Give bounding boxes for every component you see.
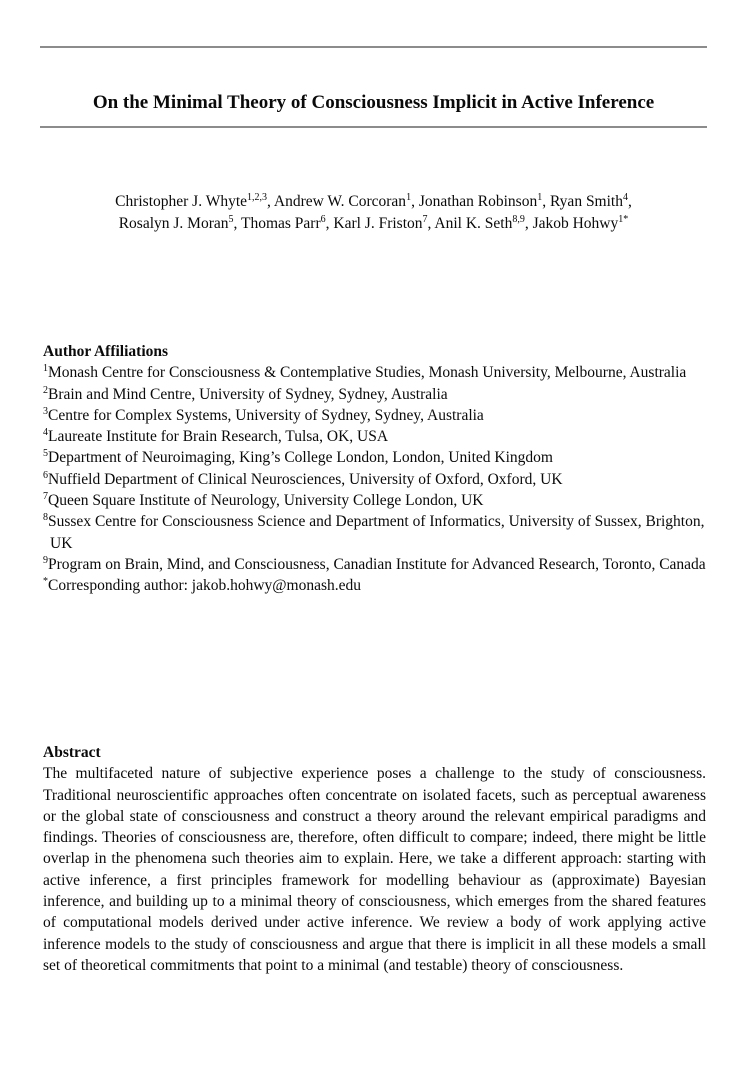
author: , Jonathan Robinson$^1$ <box>411 191 543 210</box>
affiliation-number: 3 <box>43 405 48 417</box>
abstract-section <box>43 742 706 976</box>
author-affiliation-superscript: 8,9 <box>512 213 525 225</box>
affiliation-number: 2 <box>43 384 48 396</box>
title-rule-top <box>40 46 707 48</box>
author-list <box>20 191 727 235</box>
affiliation-item-5: $^5$Department of Neuroimaging, King’s College London, London, United Kingdom <box>43 448 553 467</box>
corresponding-author-asterisk: * <box>43 576 48 588</box>
author: , Jakob Hohwy$^{1*}$ <box>524 213 629 232</box>
author: , Thomas Parr$^6$ <box>233 213 326 232</box>
author: , Andrew W. Corcoran$^1$ <box>267 191 412 210</box>
affiliation-number: 8 <box>43 512 48 524</box>
author: , Ryan Smith$^4$ <box>542 191 628 210</box>
corresponding-author-line <box>43 575 708 596</box>
affiliation-number: 7 <box>43 490 48 502</box>
affiliation-item-6: $^6$Nuffield Department of Clinical Neurosciences, University of Oxford, Oxford, UK <box>43 469 563 488</box>
affiliation-item-3: $^3$Centre for Complex Systems, University of Sydney, Sydney, Australia <box>43 405 484 424</box>
affiliation-item-1: $^1$Monash Centre for Consciousness & Contemplative Studies, Monash University, Melbourne, Australia <box>43 363 687 382</box>
abstract-heading: Abstract <box>43 744 101 761</box>
affiliations-section <box>43 341 708 597</box>
author: Christopher J. Whyte$^{1,2,3}$ <box>115 191 268 210</box>
author-affiliation-superscript: 6 <box>320 213 326 225</box>
affiliation-number: 4 <box>43 427 48 439</box>
affiliation-item-9: $^9$Program on Brain, Mind, and Consciousness, Canadian Institute for Advanced Research, Toronto, Canada <box>43 554 706 573</box>
affiliations-heading: Author Affiliations <box>43 343 169 360</box>
author: , Karl J. Friston$^7$ <box>325 213 428 232</box>
affiliation-item-2: $^2$Brain and Mind Centre, University of Sydney, Sydney, Australia <box>43 384 448 403</box>
affiliation-number: 6 <box>43 469 48 481</box>
author-affiliation-superscript: 5 <box>228 213 234 225</box>
affiliation-number: 9 <box>43 554 48 566</box>
affiliation-item-4: $^4$Laureate Institute for Brain Research, Tulsa, OK, USA <box>43 427 389 446</box>
author-affiliation-superscript: 7 <box>422 213 428 225</box>
author-affiliation-superscript: 1 <box>537 191 543 203</box>
affiliation-item-8: $^8$Sussex Centre for Consciousness Science and Department of Informatics, University of Sussex, Brighton, UK <box>43 512 705 552</box>
title-rule-bottom <box>40 126 707 128</box>
author-line-1 <box>20 191 727 213</box>
author-affiliation-superscript: 1 <box>406 191 412 203</box>
affiliation-number: 5 <box>43 448 48 460</box>
abstract-body: The multifaceted nature of subjective experience poses a challenge to the study of consciousness. Traditional neuroscientific approaches often concentrate on isolated facets, such as perceptual awareness or the global state of consciousness and construct a theory around the relevant empirical paradigms and findings. Theories of consciousness are, therefore, often difficult to compare; indeed, there might be little overlap in the phenomena such theories aim to explain. Here, we take a different approach: starting with active inference, a first principles framework for modelling behaviour as (approximate) Bayesian inference, and building up to a minimal theory of consciousness, which emerges from the shared features of computational models derived under active inference. We review a body of work applying active inference models to the study of consciousness and argue that there is implicit in all these models a small set of theoretical commitments that point to a minimal (and testable) theory of consciousness. <box>43 765 706 974</box>
author-line-2 <box>20 213 727 235</box>
author: Rosalyn J. Moran$^5$ <box>118 213 234 232</box>
author-affiliation-superscript: 1* <box>618 213 629 225</box>
affiliation-number: 1 <box>43 363 48 375</box>
author-affiliation-superscript: 1,2,3 <box>247 191 268 203</box>
affiliation-item-7: $^7$Queen Square Institute of Neurology, University College London, UK <box>43 490 484 510</box>
author: , Anil K. Seth$^{8,9}$ <box>427 213 525 232</box>
author-line-separator: , <box>627 193 632 210</box>
paper-title: On the Minimal Theory of Consciousness Implicit in Active Inference <box>92 91 655 113</box>
author-affiliation-superscript: 4 <box>622 191 628 203</box>
corresponding-author-email: Corresponding author: jakob.hohwy@monash.edu <box>48 577 362 595</box>
